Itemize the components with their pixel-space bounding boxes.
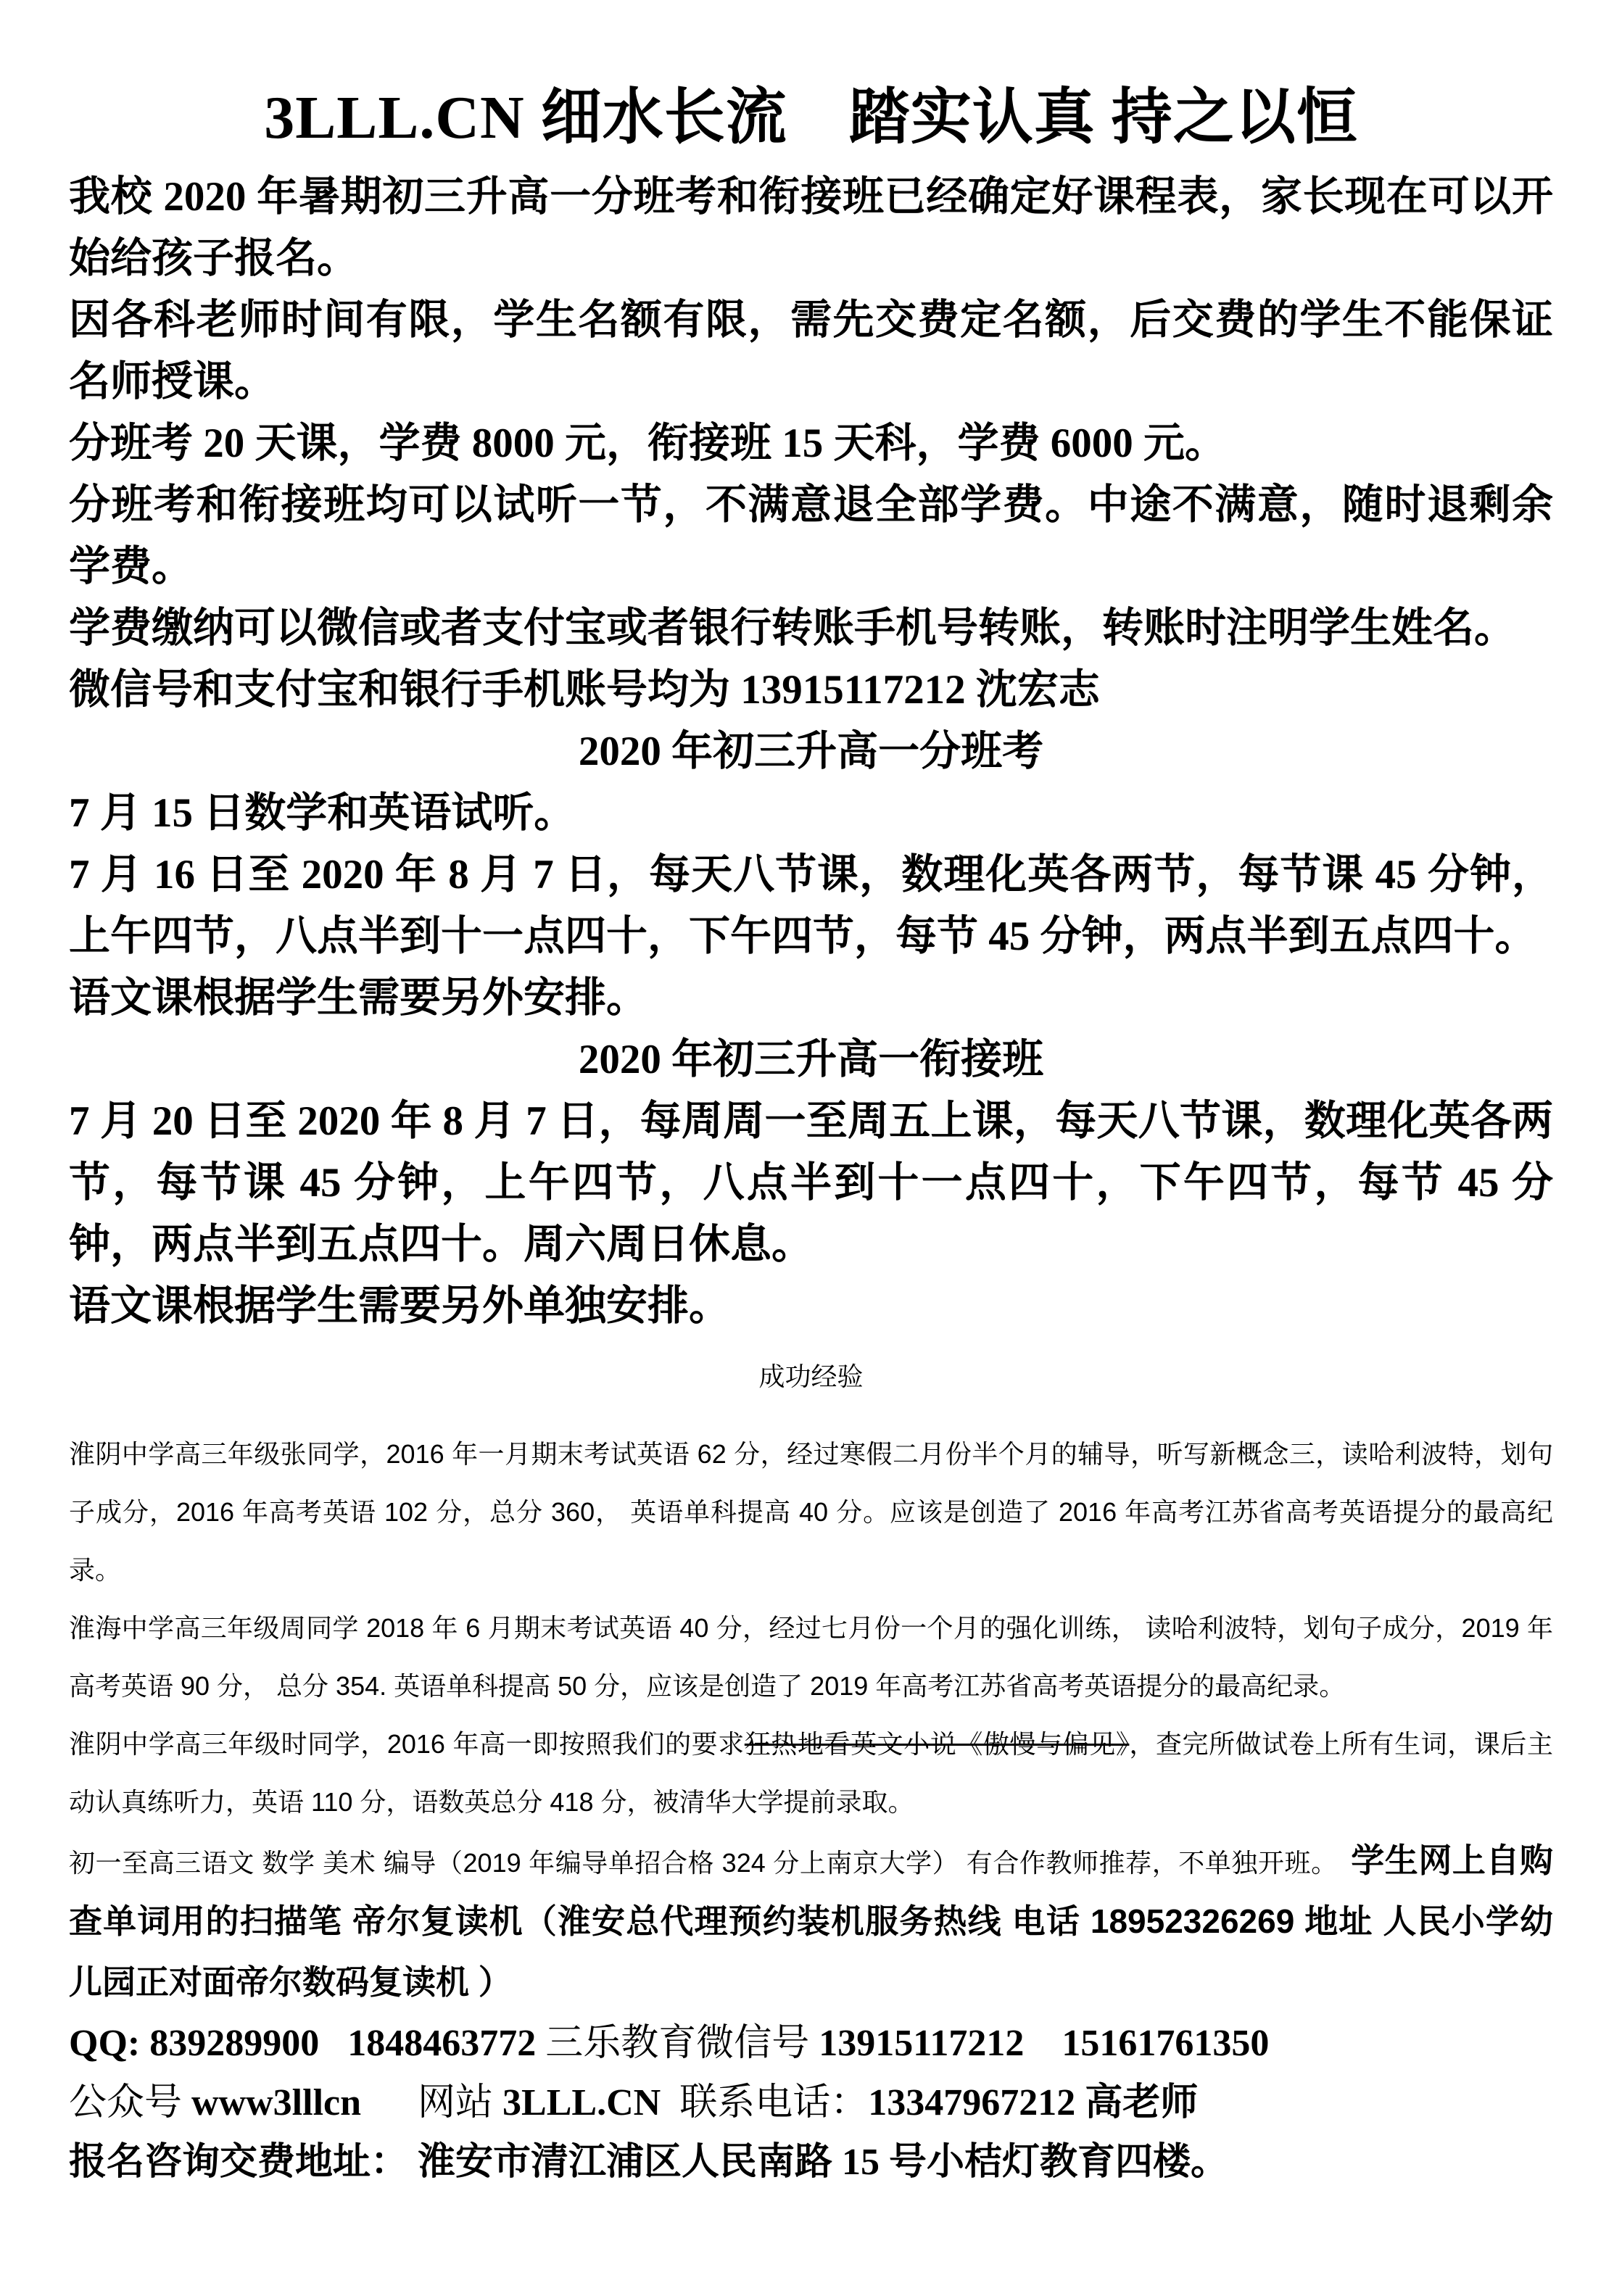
other-courses-line	[69, 1831, 1553, 2014]
bridge-class-schedule: 7 月 20 日至 2020 年 8 月 7 日，每周周一至周五上课，每天八节课，数理化英各两节，每节课 45 分钟，上午四节，八点半到十一点四十，下午四节，每节 45 分钟，两点半到五点四十。周六周日休息。	[69, 1098, 1553, 1267]
public-account-value: www3lllcn	[191, 2082, 418, 2123]
success-story-zhang: 淮阴中学高三年级张同学，2016 年一月期末考试英语 62 分，经过寒假二月份半个月的辅导，听写新概念三，读哈利波特，划句子成分，2016 年高考英语 102 分，总分 360， 英语单科提高 40 分。应该是创造了 2016 年高考江苏省高考英语提分的最高纪录。	[69, 1439, 1553, 1585]
bridge-class-heading: 2020 年初三升高一衔接班	[578, 1037, 1044, 1082]
phone-value: 13347967212 高老师	[868, 2082, 1199, 2123]
intro-paragraph-payment-account: 微信号和支付宝和银行手机账号均为 13915117212 沈宏志	[69, 667, 1100, 713]
success-story-shi	[69, 1715, 1553, 1831]
intro-paragraph-tuition: 分班考 20 天课，学费 8000 元，衔接班 15 天科，学费 6000 元。	[69, 420, 1226, 466]
address-line: 报名咨询交费地址： 淮安市清江浦区人民南路 15 号小桔灯教育四楼。	[69, 2142, 1229, 2183]
intro-paragraph-payment: 学费缴纳可以微信或者支付宝或者银行转账手机号转账，转账时注明学生姓名。	[69, 605, 1515, 651]
success-stories-heading: 成功经验	[758, 1362, 864, 1391]
placement-exam-trial-line: 7 月 15 日数学和英语试听。	[69, 790, 576, 836]
website-value: 3LLL.CN	[502, 2082, 680, 2123]
bridge-class-chinese-note: 语文课根据学生需要另外单独安排。	[69, 1283, 730, 1329]
account-contact-line	[69, 2073, 1553, 2133]
phone-label: 联系电话：	[679, 2082, 869, 2123]
placement-exam-schedule: 7 月 16 日至 2020 年 8 月 7 日，每天八节课，数理化英各两节，每节课 45 分钟，上午四节，八点半到十一点四十，下午四节，每节 45 分钟，两点半到五点四十。	[69, 852, 1553, 959]
qq-contact-line	[69, 2014, 1553, 2073]
intro-paragraph-quota: 因各科老师时间有限，学生名额有限，需先交费定名额，后交费的学生不能保证名师授课。	[69, 297, 1553, 405]
scanner-pen-bold-text: 学生网上自购查单词用的扫描笔 帝尔复读机（淮安总代理预约装机服务热线 电话 18952326269 地址 人民小学幼儿园正对面帝尔数码复读机 ）	[69, 1841, 1554, 2001]
success-story-zhou: 淮海中学高三年级周同学 2018 年 6 月期末考试英语 40 分，经过七月份一个月的强化训练， 读哈利波特，划句子成分，2019 年高考英语 90 分， 总分 354. 英语单科提高 50 分，应该是创造了 2019 年高考江苏省高考英语提分的最高纪录。	[69, 1613, 1553, 1701]
qq-numbers: QQ: 839289900 1848463772	[69, 2023, 546, 2064]
placement-exam-heading: 2020 年初三升高一分班考	[578, 729, 1044, 774]
website-label: 网站	[418, 2082, 503, 2123]
wechat-numbers: 13915117212 15161761350	[819, 2023, 1270, 2064]
intro-paragraph-enrollment: 我校 2020 年暑期初三升高一分班考和衔接班已经确定好课程表，家长现在可以开始给孩子报名。	[69, 174, 1553, 281]
document-title: 3LLL.CN 细水长流 踏实认真 持之以恒	[264, 84, 1358, 152]
public-account-label: 公众号	[69, 2082, 192, 2123]
other-courses-regular: 初一至高三语文 数学 美术 编导（2019 年编导单招合格 324 分上南京大学） 有合作教师推荐，不单独开班。	[69, 1848, 1352, 1878]
success-story-shi-prefix: 淮阴中学高三年级时同学，2016 年高一即按照我们的要求	[69, 1729, 745, 1759]
strikethrough-text: 狂热地看英文小说《傲慢与偏见》	[744, 1729, 1130, 1759]
wechat-label: 三乐教育微信号	[545, 2023, 819, 2064]
placement-exam-chinese-note: 语文课根据学生需要另外安排。	[69, 975, 647, 1021]
intro-paragraph-refund: 分班考和衔接班均可以试听一节，不满意退全部学费。中途不满意，随时退剩余学费。	[69, 482, 1553, 589]
success-story-shi-suffix: ，查完所做试卷上所有生词，课后主动认真练听力，英语 110 分，语数英总分 418 分，被清华大学提前录取。	[69, 1729, 1553, 1817]
